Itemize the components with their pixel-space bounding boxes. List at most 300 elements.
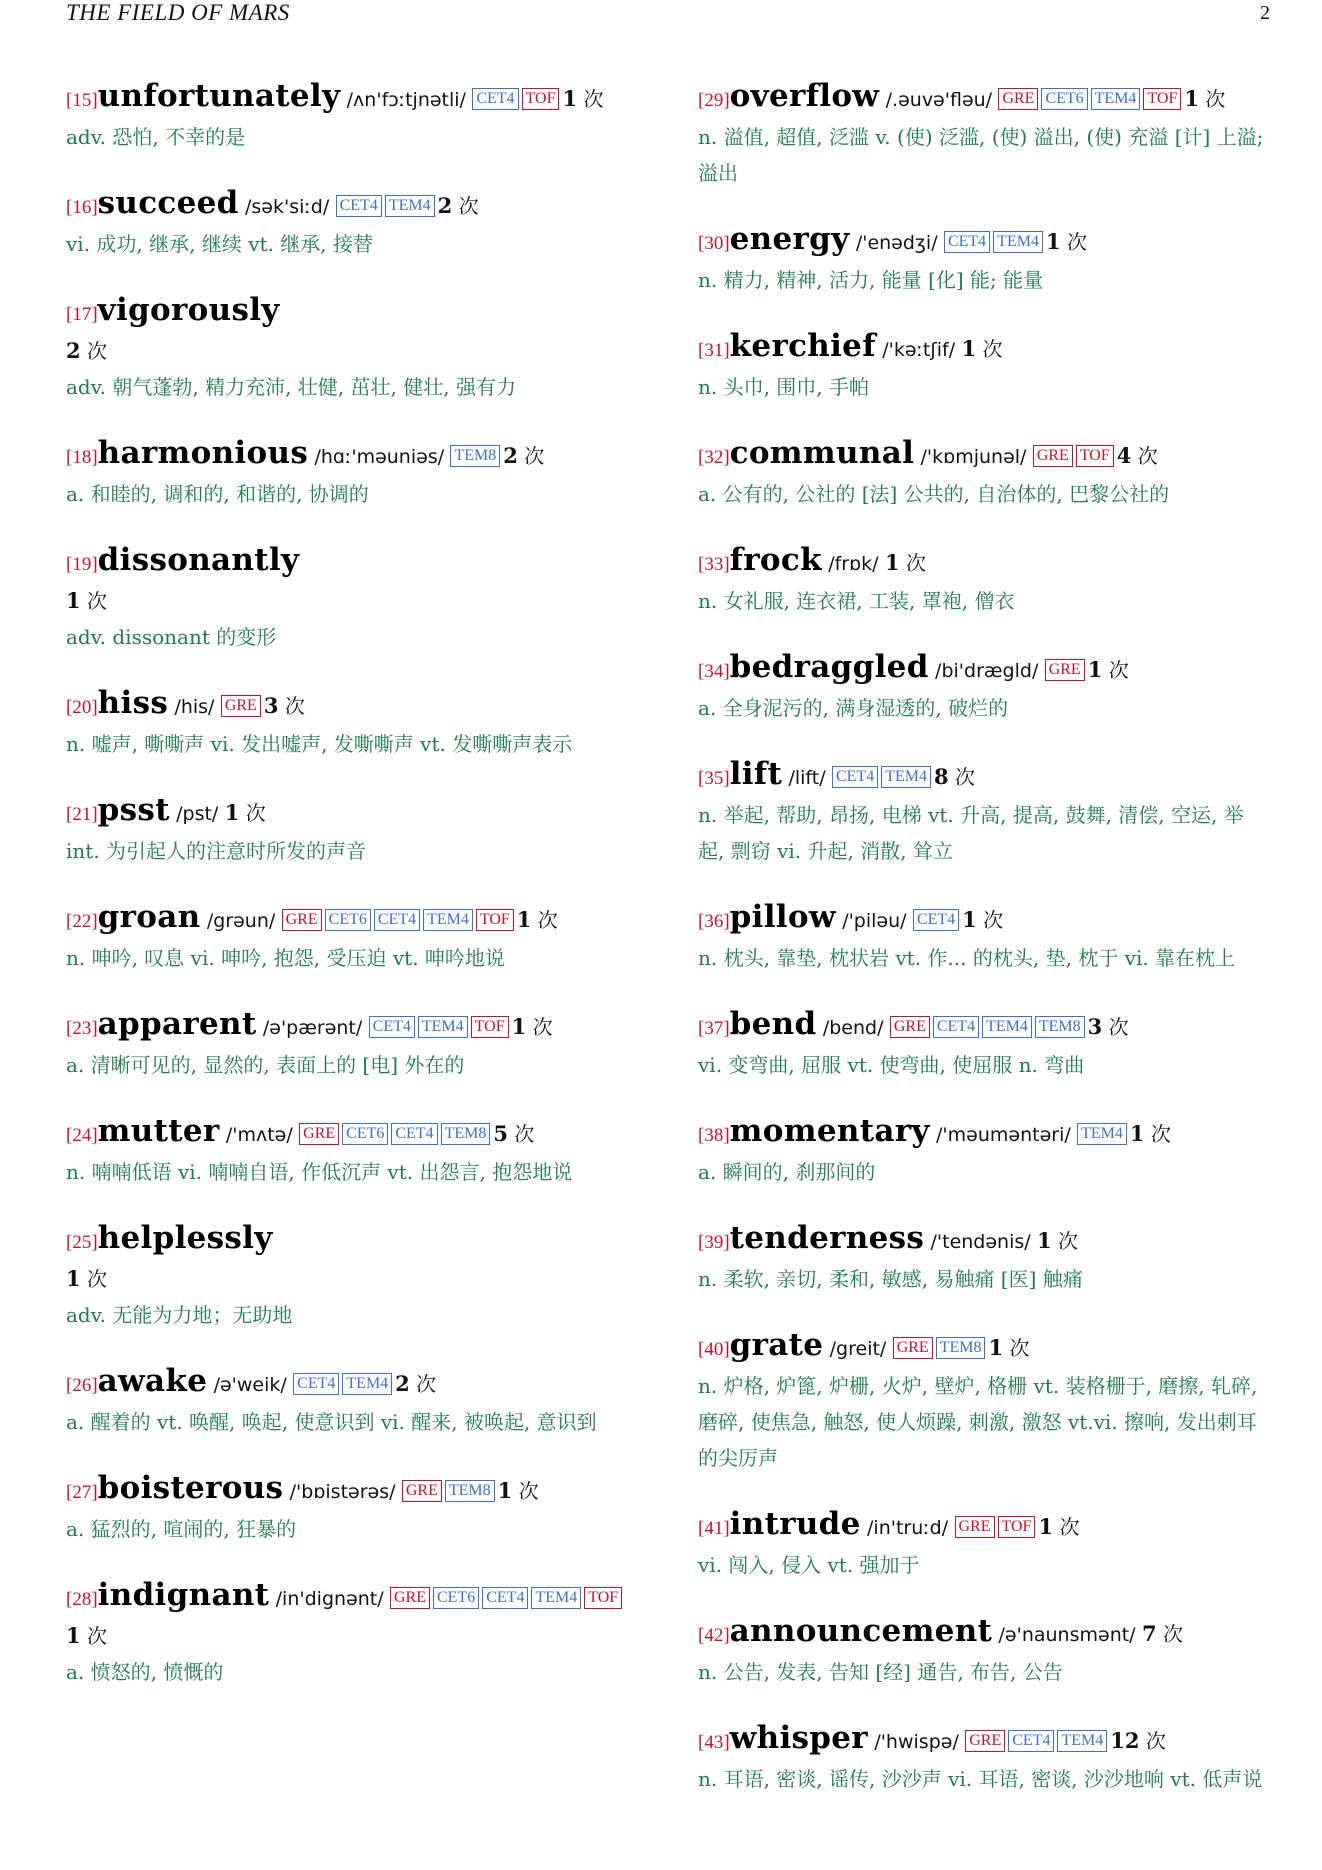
entry-headline [698,78,1270,119]
exam-tag-tof: TOF [476,909,514,931]
count-unit: 次 [583,87,604,111]
occurrence-count [1117,444,1158,468]
entry-index: [31] [698,340,730,361]
vocab-entry [698,756,1270,869]
count-unit: 次 [905,551,926,575]
exam-tag-tof: TOF [522,88,560,110]
occurrence-count [1088,1015,1129,1039]
phonetic: /ə'pærənt/ [262,1017,363,1039]
occurrence-count [493,1122,534,1146]
definition: n. 溢值, 超值, 泛滥 v. (使) 泛滥, (使) 溢出, (使) 充溢 [计] 上溢; 溢出 [698,125,1264,185]
count-unit: 次 [1150,1122,1171,1146]
definition: a. 醒着的 vt. 唤醒, 唤起, 使意识到 vi. 醒来, 被唤起, 意识到 [66,1410,597,1434]
count-unit: 次 [1108,658,1129,682]
entry-headline [66,1470,638,1511]
occurrence-count [66,1267,107,1291]
vocab-entry [66,78,638,155]
vocab-entry [698,899,1270,976]
exam-tag-tem8: TEM8 [441,1123,491,1145]
count-number: 4 [1116,443,1132,468]
occurrence-count [1038,1515,1079,1539]
entry-headline [698,1327,1270,1368]
count-number: 1 [884,550,900,575]
definition: adv. 朝气蓬勃, 精力充沛, 壮健, 茁壮, 健壮, 强有力 [66,375,516,399]
vocab-entry [698,1220,1270,1297]
entry-index: [28] [66,1589,98,1610]
headword: psst [97,792,170,828]
vocab-entry [698,435,1270,512]
vocab-entry [698,1327,1270,1476]
count-number: 7 [1141,1621,1157,1646]
exam-tag-cet4: CET4 [472,88,518,110]
exam-tag-cet4: CET4 [832,766,878,788]
exam-tag-tem4: TEM4 [385,195,435,217]
entry-index: [43] [698,1732,730,1753]
entry-index: [20] [66,697,98,718]
definition: int. 为引起人的注意时所发的声音 [66,839,367,863]
exam-tag-tem4: TEM4 [881,766,931,788]
count-number: 1 [224,800,240,825]
entry-headline [66,1113,638,1154]
exam-tag-cet4: CET4 [913,909,959,931]
headword: hiss [97,685,169,721]
entry-headline [66,1006,638,1047]
vocab-entry [66,1577,638,1690]
count-unit: 次 [532,1015,553,1039]
exam-tag-gre: GRE [890,1016,930,1038]
exam-tag-tem8: TEM8 [450,445,500,467]
count-number: 5 [493,1121,508,1146]
vocab-entry [66,1006,638,1083]
vocab-entry [698,1720,1270,1797]
vocab-entry [698,649,1270,726]
count-number: 1 [1184,86,1199,111]
headword: intrude [729,1506,861,1542]
definition: vi. 成功, 继承, 继续 vt. 继承, 接替 [66,232,373,256]
count-unit: 次 [1205,87,1226,111]
entry-headline [698,542,1270,583]
right-column [698,78,1270,1797]
exam-tag-gre: GRE [402,1480,442,1502]
headword: awake [97,1363,208,1399]
vocab-entry [698,221,1270,298]
entry-index: [21] [66,804,98,825]
definition: a. 全身泥污的, 满身湿透的, 破烂的 [698,696,1009,720]
headword: pillow [729,899,836,935]
count-unit: 次 [458,194,479,218]
count-number: 1 [66,1266,81,1291]
definition: a. 和睦的, 调和的, 和谐的, 协调的 [66,482,369,506]
occurrence-count [517,908,558,932]
vocab-entry [66,899,638,976]
definition: adv. 恐怕, 不幸的是 [66,125,246,149]
count-number: 1 [988,1335,1004,1360]
vocab-entry [698,328,1270,405]
exam-tag-cet4: CET4 [293,1373,339,1395]
phonetic: /lift/ [788,767,826,789]
definition: n. 举起, 帮助, 昂扬, 电梯 vt. 升高, 提高, 鼓舞, 清偿, 空运, 举起, 剽窃 vi. 升起, 消散, 耸立 [698,803,1244,863]
headword: momentary [729,1113,930,1149]
exam-tag-cet6: CET6 [1041,88,1087,110]
phonetic: /'tendənis/ [930,1231,1031,1253]
exam-tag-cet4: CET4 [1008,1730,1054,1752]
definition: n. 炉格, 炉篦, 炉栅, 火炉, 壁炉, 格栅 vt. 装格栅于, 磨擦, 轧碎, 磨碎, 使焦急, 触怒, 使人烦躁, 刺激, 激怒 vt.vi. 擦响, 发出刺耳的尖厉声 [698,1374,1258,1470]
phonetic: /'kɒmjunəl/ [920,446,1027,468]
occurrence-count [264,694,305,718]
count-number: 12 [1110,1728,1140,1753]
phonetic: /ʌn'fɔːtjnətli/ [346,89,466,111]
occurrence-count [66,589,107,613]
phonetic: /greit/ [829,1338,887,1360]
definition: n. 喃喃低语 vi. 喃喃自语, 作低沉声 vt. 出怨言, 抱怨地说 [66,1160,573,1184]
count-unit: 次 [86,339,107,363]
occurrence-count [988,1336,1029,1360]
headword: kerchief [729,328,876,364]
count-number: 3 [1087,1014,1103,1039]
count-number: 1 [66,1623,81,1648]
phonetic: /in'dignənt/ [275,1588,384,1610]
occurrence-count [1046,230,1087,254]
phonetic: /bi'drægld/ [935,660,1039,682]
headword: harmonious [97,435,309,471]
vocab-entry [66,435,638,512]
definition: a. 猛烈的, 喧闹的, 狂暴的 [66,1517,297,1541]
entry-headline [698,1613,1270,1654]
occurrence-count [885,551,926,575]
occurrence-count [1037,1229,1078,1253]
count-number: 1 [1045,229,1061,254]
exam-tag-tem4: TEM4 [342,1373,392,1395]
entry-headline [66,1363,638,1404]
phonetic: /his/ [174,696,215,718]
occurrence-count [1184,87,1225,111]
occurrence-count [1130,1122,1171,1146]
occurrence-count [66,1624,107,1648]
exam-tag-tof: TOF [1143,88,1181,110]
entry-index: [17] [66,304,98,325]
count-unit: 次 [86,589,107,613]
count-unit: 次 [1137,444,1158,468]
count-unit: 次 [983,908,1004,932]
definition: n. 公告, 发表, 告知 [经] 通告, 布告, 公告 [698,1660,1063,1684]
entry-index: [37] [698,1018,730,1039]
entry-index: [26] [66,1375,98,1396]
occurrence-count [66,339,107,363]
vocab-entry [698,1113,1270,1190]
vocab-entry [698,1006,1270,1083]
phonetic: /sək'siːd/ [244,196,330,218]
exam-tag-gre: GRE [998,88,1038,110]
count-unit: 次 [524,444,545,468]
headword: helplessly [97,1220,273,1256]
definition: n. 嘘声, 嘶嘶声 vi. 发出嘘声, 发嘶嘶声 vt. 发嘶嘶声表示 [66,732,573,756]
count-number: 1 [562,86,578,111]
phonetic: /'mʌtə/ [225,1124,293,1146]
count-number: 1 [516,907,532,932]
exam-tag-cet4: CET4 [336,195,382,217]
exam-tag-tof: TOF [584,1587,622,1609]
count-number: 1 [962,907,977,932]
count-number: 2 [503,443,518,468]
phonetic: /hɑː'məuniəs/ [314,446,445,468]
definition: a. 瞬间的, 刹那间的 [698,1160,876,1184]
headword: indignant [97,1577,270,1613]
occurrence-count [438,194,479,218]
exam-tag-tof: TOF [1076,445,1114,467]
phonetic: /bend/ [822,1017,884,1039]
entry-index: [18] [66,447,98,468]
phonetic: /grəun/ [206,910,276,932]
phonetic: /frɒk/ [828,553,879,575]
count-number: 1 [961,336,977,361]
entry-headline [698,221,1270,262]
entry-headline [66,1577,638,1654]
entry-headline [66,899,638,940]
occurrence-count [512,1015,553,1039]
count-unit: 次 [1108,1015,1129,1039]
exam-tag-tof: TOF [471,1016,509,1038]
exam-tag-gre: GRE [299,1123,339,1145]
entry-headline [698,899,1270,940]
entry-headline [66,78,638,119]
definition: adv. 无能为力地；无助地 [66,1303,293,1327]
occurrence-count [562,87,603,111]
count-number: 2 [66,338,81,363]
count-unit: 次 [1145,1729,1166,1753]
definition: n. 柔软, 亲切, 柔和, 敏感, 易触痛 [医] 触痛 [698,1267,1083,1291]
entry-headline [698,756,1270,797]
entry-index: [38] [698,1125,730,1146]
exam-tag-tem4: TEM4 [1077,1123,1127,1145]
exam-tag-cet4: CET4 [933,1016,979,1038]
exam-tag-gre: GRE [282,909,322,931]
entry-headline [66,685,638,726]
count-unit: 次 [1162,1622,1183,1646]
entry-headline [698,1113,1270,1154]
headword: lift [729,756,783,792]
exam-tag-cet4: CET4 [944,231,990,253]
definition: n. 头巾, 围巾, 手帕 [698,375,870,399]
entry-index: [35] [698,768,730,789]
phonetic: /.əuvə'fləu/ [885,89,993,111]
count-unit: 次 [537,908,558,932]
headword: boisterous [97,1470,284,1506]
occurrence-count [934,765,975,789]
entry-index: [15] [66,90,98,111]
count-unit: 次 [86,1624,107,1648]
count-unit: 次 [1066,230,1087,254]
vocab-entry [66,1363,638,1440]
exam-tag-tem4: TEM4 [982,1016,1032,1038]
headword: vigorously [97,292,280,328]
entry-headline [698,1506,1270,1547]
count-unit: 次 [284,694,305,718]
occurrence-count [1142,1622,1183,1646]
headword: frock [729,542,822,578]
count-unit: 次 [982,337,1003,361]
entry-index: [41] [698,1518,730,1539]
entry-index: [39] [698,1232,730,1253]
occurrence-count [225,801,266,825]
headword: tenderness [729,1220,925,1256]
vocab-entry [66,542,638,655]
definition: vi. 闯入, 侵入 vt. 强加于 [698,1553,920,1577]
headword: bend [729,1006,817,1042]
entry-index: [24] [66,1125,98,1146]
phonetic: /'bɒistərəs/ [289,1481,396,1503]
definition: adv. dissonant 的变形 [66,625,277,649]
headword: grate [729,1327,824,1363]
headword: dissonantly [97,542,300,578]
entry-headline [698,649,1270,690]
exam-tag-gre: GRE [221,695,261,717]
count-number: 1 [1038,1514,1054,1539]
exam-tag-gre: GRE [965,1730,1005,1752]
headword: energy [729,221,850,257]
headword: whisper [729,1720,868,1756]
book-title: THE FIELD OF MARS [66,0,290,25]
entry-headline [66,292,638,333]
count-number: 3 [263,693,279,718]
entry-index: [29] [698,90,730,111]
exam-tag-cet6: CET6 [433,1587,479,1609]
entry-headline [698,1006,1270,1047]
phonetic: /'kəːtʃif/ [882,339,956,361]
definition: n. 女礼服, 连衣裙, 工装, 罩袍, 僧衣 [698,589,1015,613]
phonetic: /ə'weik/ [213,1374,287,1396]
headword: mutter [97,1113,220,1149]
phonetic: /in'truːd/ [867,1517,949,1539]
exam-tag-tem4: TEM4 [418,1016,468,1038]
left-column [66,78,638,1690]
entry-index: [27] [66,1482,98,1503]
entry-headline [66,792,638,833]
phonetic: /'piləu/ [842,910,907,932]
exam-tag-tem8: TEM8 [445,1480,495,1502]
count-number: 1 [497,1478,513,1503]
entry-index: [34] [698,661,730,682]
exam-tag-gre: GRE [1045,659,1085,681]
exam-tag-cet6: CET6 [342,1123,388,1145]
entry-index: [40] [698,1339,730,1360]
occurrence-count [962,908,1003,932]
exam-tag-gre: GRE [1033,445,1073,467]
exam-tag-cet4: CET4 [374,909,420,931]
entry-index: [22] [66,911,98,932]
count-unit: 次 [1059,1515,1080,1539]
count-unit: 次 [1009,1336,1030,1360]
count-line [66,333,638,369]
count-unit: 次 [416,1372,437,1396]
definition: vi. 变弯曲, 屈服 vt. 使弯曲, 使屈服 n. 弯曲 [698,1053,1085,1077]
entry-headline [698,328,1270,369]
vocab-entry [66,185,638,262]
occurrence-count [503,444,544,468]
phonetic: /pst/ [176,803,219,825]
phonetic: /'məuməntəri/ [936,1124,1071,1146]
vocab-entry [698,1506,1270,1583]
phonetic: /'enədʒi/ [855,232,938,254]
exam-tag-gre: GRE [955,1516,995,1538]
headword: overflow [729,78,880,114]
count-number: 1 [1087,657,1103,682]
count-unit: 次 [518,1479,539,1503]
exam-tag-tem8: TEM8 [1035,1016,1085,1038]
count-unit: 次 [86,1267,107,1291]
definition: n. 精力, 精神, 活力, 能量 [化] 能; 能量 [698,268,1044,292]
exam-tag-tof: TOF [998,1516,1036,1538]
exam-tag-cet6: CET6 [325,909,371,931]
exam-tag-cet4: CET4 [482,1587,528,1609]
entry-index: [42] [698,1625,730,1646]
vocab-entry [698,1613,1270,1690]
count-number: 1 [1037,1228,1052,1253]
entry-index: [32] [698,447,730,468]
entry-headline [66,185,638,226]
count-number: 1 [1129,1121,1145,1146]
entry-headline [698,1720,1270,1761]
occurrence-count [498,1479,539,1503]
count-number: 1 [66,588,81,613]
vocab-entry [66,1470,638,1547]
occurrence-count [961,337,1002,361]
count-unit: 次 [1058,1229,1079,1253]
definition: a. 愤怒的, 愤慨的 [66,1660,224,1684]
occurrence-count [1088,658,1129,682]
entry-headline [698,435,1270,476]
exam-tag-cet4: CET4 [369,1016,415,1038]
exam-tag-gre: GRE [893,1337,933,1359]
headword: announcement [729,1613,993,1649]
entry-headline [66,435,638,476]
entry-index: [19] [66,554,98,575]
exam-tag-tem4: TEM4 [1091,88,1141,110]
count-number: 8 [933,764,949,789]
vocab-entry [66,685,638,762]
count-line [66,583,638,619]
headword: apparent [97,1006,257,1042]
entry-index: [33] [698,554,730,575]
exam-tag-tem4: TEM4 [993,231,1043,253]
entry-index: [25] [66,1232,98,1253]
definition: n. 呻吟, 叹息 vi. 呻吟, 抱怨, 受压迫 vt. 呻吟地说 [66,946,505,970]
definition: n. 耳语, 密谈, 谣传, 沙沙声 vi. 耳语, 密谈, 沙沙地响 vt. 低声说 [698,1767,1263,1791]
exam-tag-gre: GRE [390,1587,430,1609]
entry-index: [23] [66,1018,98,1039]
page-number: 2 [1260,2,1270,24]
vocab-entry [698,542,1270,619]
headword: bedraggled [729,649,929,685]
vocab-entry [66,1113,638,1190]
vocab-entry [66,1220,638,1333]
entry-headline [698,1220,1270,1261]
count-number: 1 [511,1014,527,1039]
phonetic: /'hwispə/ [874,1731,959,1753]
occurrence-count [1110,1729,1166,1753]
headword: communal [729,435,915,471]
phonetic: /ə'naunsmənt/ [998,1624,1136,1646]
occurrence-count [395,1372,436,1396]
headword: groan [97,899,201,935]
vocab-entry [66,792,638,869]
exam-tag-tem4: TEM4 [423,909,473,931]
count-number: 2 [395,1371,410,1396]
entry-index: [16] [66,197,98,218]
count-unit: 次 [954,765,975,789]
definition: n. 枕头, 靠垫, 枕状岩 vt. 作... 的枕头, 垫, 枕于 vi. 靠在枕上 [698,946,1236,970]
entry-index: [36] [698,911,730,932]
exam-tag-tem4: TEM4 [1057,1730,1107,1752]
